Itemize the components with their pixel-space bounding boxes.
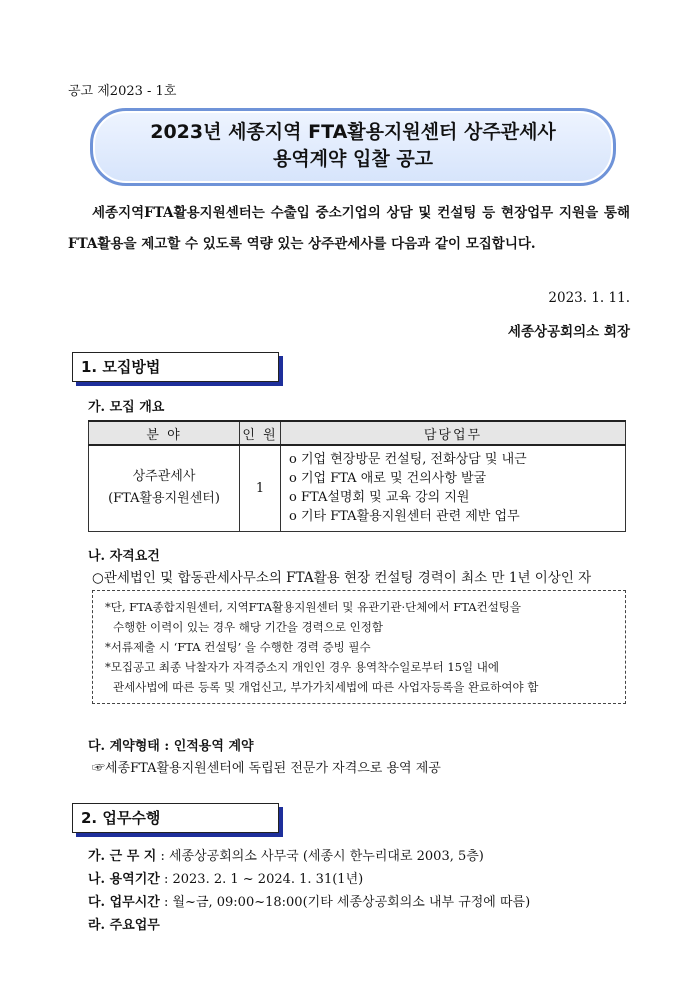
announcement-date: 2023. 1. 11.	[548, 290, 630, 306]
note-line: 관세사법에 따른 등록 및 개업신고, 부가가치세법에 따른 사업자등록을 완료하여야 함	[113, 680, 539, 694]
note-line: 수행한 이력이 있는 경우 해당 기간을 경력으로 인정함	[113, 620, 383, 634]
contract-type-label: 다. 계약형태 : 인적용역 계약	[88, 739, 254, 754]
duty-item: o FTA설명회 및 교육 강의 지원	[289, 490, 470, 506]
note-line: *서류제출 시 ‘FTA 컨설팅’ 을 수행한 경력 증빙 필수	[105, 640, 371, 654]
title-banner	[90, 108, 616, 186]
note-line: *단, FTA종합지원센터, 지역FTA활용지원센터 및 유관기관·단체에서 FTA컨설팅을	[105, 600, 522, 614]
duty-item: o 기타 FTA활용지원센터 관련 제반 업무	[289, 509, 520, 525]
qualification-text: ○관세법인 및 합동관세사무소의 FTA활용 현장 컨설팅 경력이 최소 만 1년 이상인 자	[92, 570, 592, 586]
duty-item: o 기업 FTA 애로 및 건의사항 발굴	[289, 471, 487, 487]
table-header-count: 인 원	[240, 421, 281, 445]
field-cell: 상주관세사 (FTA활용지원센터)	[89, 445, 240, 531]
work-location: 가. 근 무 지 : 세종상공회의소 사무국 (세종시 한누리대로 2003, 5층)	[88, 849, 484, 864]
service-period: 나. 용역기간 : 2023. 2. 1 ~ 2024. 1. 31(1년)	[88, 872, 364, 887]
note-line: *모집공고 최종 낙찰자가 자격증소지 개인인 경우 용역착수일로부터 15일 내에	[105, 660, 500, 674]
table-header-field: 분 야	[89, 421, 240, 445]
title-line-2: 용역계약 입찰 공고	[272, 148, 434, 170]
intro-paragraph: 세종지역FTA활용지원센터는 수출입 중소기업의 상담 및 컨설팅 등 현장업무 지원을 통해 FTA활용을 제고할 수 있도록 역량 있는 상주관세사를 다음과 같이 모집합니다.	[68, 205, 630, 252]
contract-note: ☞세종FTA활용지원센터에 독립된 전문가 자격으로 용역 제공	[92, 761, 441, 776]
work-hours: 다. 업무시간 : 월~금, 09:00~18:00(기타 세종상공회의소 내부 규정에 따름)	[88, 895, 531, 910]
table-header-duties: 담당업무	[281, 421, 626, 445]
qualification-notes-box	[92, 590, 626, 704]
qualification-label: 나. 자격요건	[88, 549, 160, 564]
title-line-1: 2023년 세종지역 FTA활용지원센터 상주관세사	[150, 121, 556, 143]
organization-name: 세종상공회의소 회장	[507, 324, 630, 340]
recruit-overview-label: 가. 모집 개요	[88, 400, 165, 415]
recruit-table	[88, 420, 626, 532]
duty-item: o 기업 현장방문 컨설팅, 전화상담 및 내근	[289, 452, 527, 468]
notice-number: 공고 제2023 - 1호	[68, 84, 177, 99]
count-cell: 1	[240, 445, 281, 531]
section1-heading: 1. 모집방법	[72, 352, 279, 382]
section2-heading: 2. 업무수행	[72, 803, 279, 833]
duties-cell	[281, 445, 626, 531]
main-duties-label: 라. 주요업무	[88, 918, 160, 933]
